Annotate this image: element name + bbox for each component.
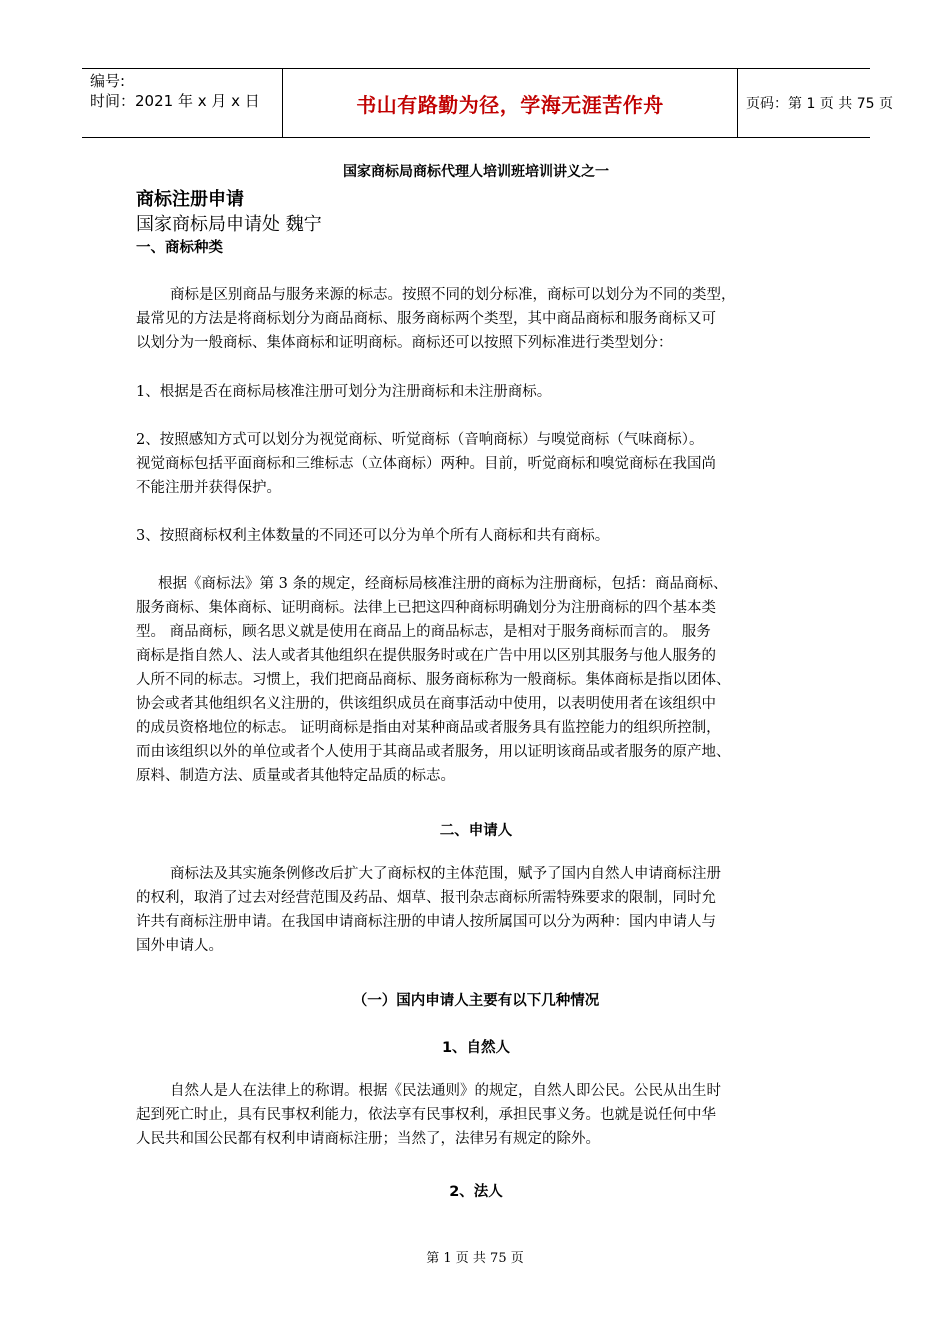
paragraph-line: 协会或者其他组织名义注册的，供该组织成员在商事活动中使用，以表明使用者在该组织中 bbox=[136, 696, 716, 712]
paragraph-line: 服务商标、集体商标、证明商标。法律上已把这四种商标明确划分为注册商标的四个基本类 bbox=[136, 600, 716, 616]
list-item-2 bbox=[136, 428, 820, 500]
time-label: 时间：2021 年 x 月 x 日 bbox=[90, 92, 260, 110]
header-motto-cell bbox=[282, 69, 738, 137]
subsection-heading-natural-person: 1、自然人 bbox=[441, 1040, 511, 1056]
doc-title: 商标注册申请 bbox=[136, 189, 244, 210]
paragraph-line: 以划分为一般商标、集体商标和证明商标。商标还可以按照下列标准进行类型划分： bbox=[136, 335, 673, 351]
paragraph-line: 商标法及其实施条例修改后扩大了商标权的主体范围，赋予了国内自然人申请商标注册 bbox=[170, 866, 721, 882]
paragraph-line: 型。 商品商标，顾名思义就是使用在商品上的商品标志，是相对于服务商标而言的。 服务 bbox=[136, 624, 711, 640]
section1-heading: 一、商标种类 bbox=[136, 240, 223, 256]
list-item-text: 不能注册并获得保护。 bbox=[136, 480, 281, 496]
list-item-3 bbox=[136, 524, 820, 548]
header-meta bbox=[82, 69, 281, 137]
paragraph-line: 的权利，取消了过去对经营范围及药品、烟草、报刊杂志商标所需特殊要求的限制，同时允 bbox=[136, 890, 716, 906]
paragraph-line: 根据《商标法》第 3 条的规定，经商标局核准注册的商标为注册商标，包括：商品商标、 bbox=[158, 576, 728, 592]
list-item-text: 3、按照商标权利主体数量的不同还可以分为单个所有人商标和共有商标。 bbox=[136, 528, 610, 544]
header-page-info: 页码：第 1 页 共 75 页 bbox=[746, 96, 893, 112]
paragraph-line: 人所不同的标志。习惯上，我们把商品商标、服务商标称为一般商标。集体商标是指以团体、 bbox=[136, 672, 731, 688]
paragraph-3 bbox=[136, 862, 820, 958]
author-line: 国家商标局申请处 魏宁 bbox=[136, 214, 322, 235]
paragraph-2 bbox=[136, 572, 820, 788]
document-header bbox=[82, 68, 893, 138]
paragraph-line: 自然人是人在法律上的称谓。根据《民法通则》的规定，自然人即公民。公民从出生时 bbox=[170, 1083, 721, 1099]
code-label: 编号: bbox=[90, 72, 126, 90]
paragraph-line: 而由该组织以外的单位或者个人使用于其商品或者服务，用以证明该商品或者服务的原产地、 bbox=[136, 744, 731, 760]
page-footer: 第 1 页 共 75 页 bbox=[426, 1251, 524, 1266]
section2-heading: 二、申请人 bbox=[439, 823, 513, 839]
series-title: 国家商标局商标代理人培训班培训讲义之一 bbox=[343, 164, 609, 180]
paragraph-line: 人民共和国公民都有权利申请商标注册；当然了，法律另有规定的除外。 bbox=[136, 1131, 600, 1147]
list-item-text: 2、按照感知方式可以划分为视觉商标、听觉商标（音响商标）与嗅觉商标（气味商标）。 bbox=[136, 432, 704, 448]
paragraph-line: 商标是指自然人、法人或者其他组织在提供服务时或在广告中用以区别其服务与他人服务的 bbox=[136, 648, 716, 664]
paragraph-line: 最常见的方法是将商标划分为商品商标、服务商标两个类型，其中商品商标和服务商标又可 bbox=[136, 311, 716, 327]
list-item-text: 视觉商标包括平面商标和三维标志（立体商标）两种。目前，听觉商标和嗅觉商标在我国尚 bbox=[136, 456, 716, 472]
paragraph-line: 国外申请人。 bbox=[136, 938, 223, 954]
paragraph-line: 的成员资格地位的标志。 证明商标是指由对某种商品或者服务具有监控能力的组织所控制， bbox=[136, 720, 721, 736]
list-item-text: 1、根据是否在商标局核准注册可划分为注册商标和未注册商标。 bbox=[136, 384, 552, 400]
paragraph-line: 许共有商标注册申请。在我国申请商标注册的申请人按所属国可以分为两种：国内申请人与 bbox=[136, 914, 716, 930]
paragraph-line: 原料、制造方法、质量或者其他特定品质的标志。 bbox=[136, 768, 455, 784]
paragraph-line: 商标是区别商品与服务来源的标志。按照不同的划分标准，商标可以划分为不同的类型， bbox=[170, 287, 736, 303]
paragraph-1 bbox=[136, 283, 820, 355]
paragraph-line: 起到死亡时止，具有民事权利能力，依法享有民事权利，承担民事义务。也就是说任何中华 bbox=[136, 1107, 716, 1123]
subsection-heading-domestic: （一）国内申请人主要有以下几种情况 bbox=[352, 993, 600, 1009]
list-item-1 bbox=[136, 380, 820, 404]
paragraph-4 bbox=[136, 1079, 820, 1151]
header-motto: 书山有路勤为径，学海无涯苦作舟 bbox=[356, 92, 664, 117]
subsection-heading-legal-person: 2、法人 bbox=[449, 1184, 503, 1200]
